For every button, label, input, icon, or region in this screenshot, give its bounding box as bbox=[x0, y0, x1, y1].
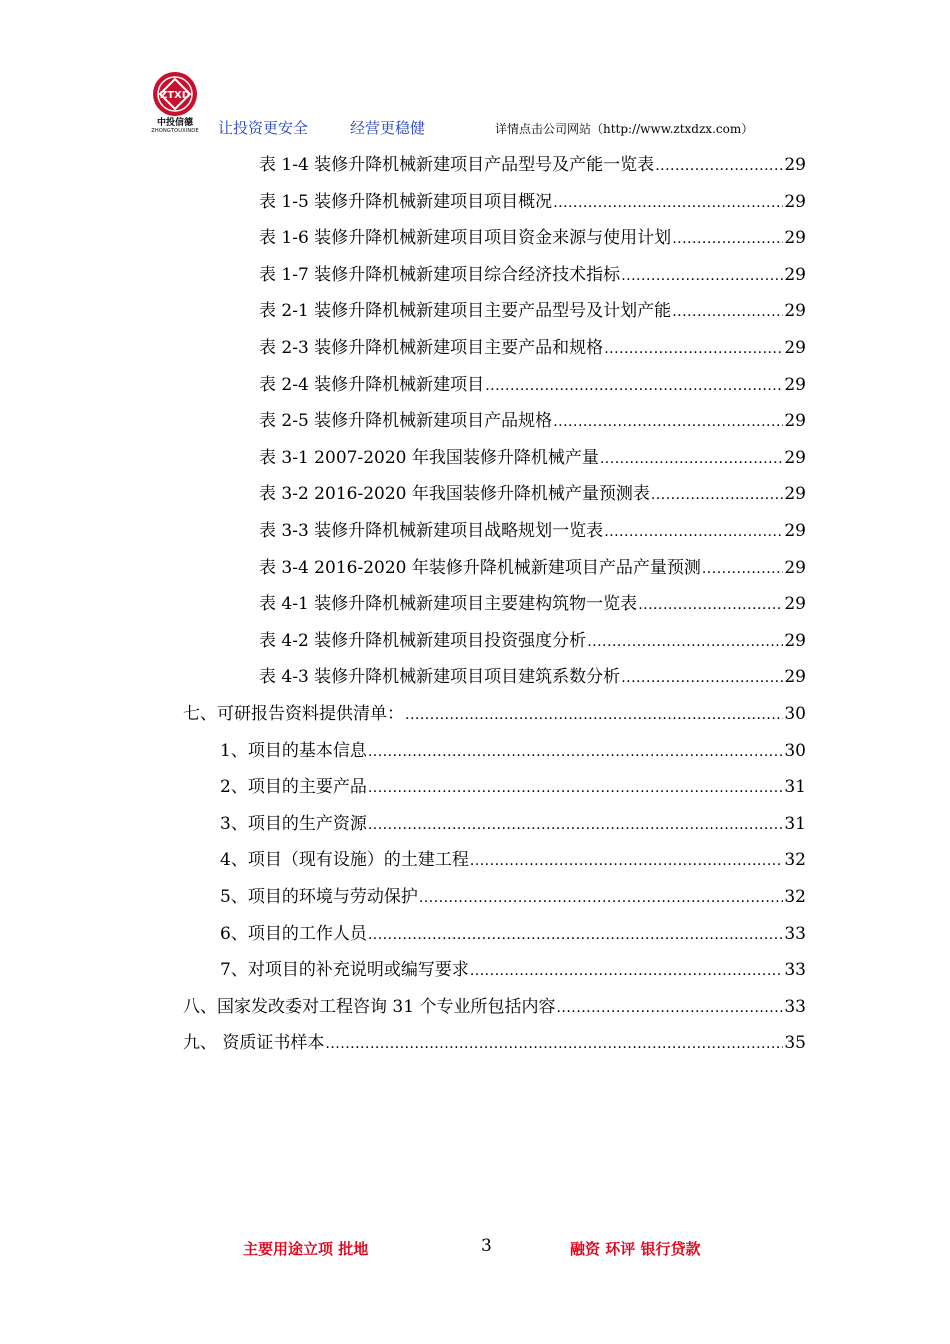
toc-entry[interactable] bbox=[183, 1028, 806, 1052]
toc-entry-label: 表 1-5 装修升降机械新建项目项目概况 bbox=[259, 191, 553, 212]
toc-entry-page: 29 bbox=[784, 411, 806, 432]
toc-leader-dots bbox=[470, 853, 784, 869]
toc-leader-dots bbox=[672, 231, 783, 247]
toc-entry-label: 表 1-4 装修升降机械新建项目产品型号及产能一览表 bbox=[259, 155, 655, 175]
toc-entry-label: 表 4-3 装修升降机械新建项目项目建筑系数分析 bbox=[259, 667, 621, 688]
toc-leader-dots bbox=[419, 890, 784, 906]
toc-leader-dots bbox=[470, 963, 784, 979]
toc-entry-page: 29 bbox=[784, 667, 806, 688]
footer-left-text: 主要用途立项 批地 bbox=[243, 1240, 369, 1258]
page-footer bbox=[0, 1236, 950, 1262]
toc-entry-page: 29 bbox=[784, 374, 806, 395]
toc-entry-label: 表 2-3 装修升降机械新建项目主要产品和规格 bbox=[259, 338, 604, 358]
toc-entry-page: 32 bbox=[784, 850, 806, 871]
toc-entry[interactable] bbox=[259, 187, 806, 211]
toc-entry-page: 29 bbox=[784, 301, 806, 322]
toc-leader-dots bbox=[368, 780, 784, 796]
toc-entry-label: 2、项目的主要产品 bbox=[220, 777, 367, 798]
toc-entry[interactable] bbox=[259, 296, 806, 320]
toc-entry-label: 九、 资质证书样本 bbox=[183, 1033, 325, 1054]
toc-leader-dots bbox=[325, 1036, 783, 1052]
toc-entry-label: 表 3-1 2007-2020 年我国装修升降机械产量 bbox=[259, 447, 599, 468]
toc-leader-dots bbox=[587, 634, 783, 650]
toc-leader-dots bbox=[553, 414, 783, 430]
toc-entry-label: 3、项目的生产资源 bbox=[220, 813, 367, 834]
toc-entry[interactable] bbox=[259, 626, 806, 650]
header-slogan-2: 经营更稳健 bbox=[350, 119, 426, 137]
toc-leader-dots bbox=[604, 341, 783, 357]
page-header bbox=[140, 70, 820, 140]
toc-entry-page: 29 bbox=[784, 264, 806, 285]
toc-entry[interactable] bbox=[220, 845, 806, 869]
toc-entry-label: 表 2-4 装修升降机械新建项目 bbox=[259, 374, 485, 395]
toc-entry[interactable] bbox=[259, 516, 806, 540]
toc-entry[interactable] bbox=[259, 406, 806, 430]
toc-entry-page: 33 bbox=[784, 996, 806, 1017]
toc-leader-dots bbox=[621, 268, 783, 284]
toc-leader-dots bbox=[405, 707, 783, 723]
logo-emblem-icon bbox=[140, 70, 210, 122]
toc-entry-label: 表 4-2 装修升降机械新建项目投资强度分析 bbox=[259, 630, 587, 651]
toc-entry-label: 表 2-5 装修升降机械新建项目产品规格 bbox=[259, 411, 553, 432]
toc-entry-label: 表 4-1 装修升降机械新建项目主要建构筑物一览表 bbox=[259, 594, 638, 615]
toc-entry-page: 33 bbox=[784, 960, 806, 981]
toc-entry-page: 29 bbox=[784, 484, 806, 505]
toc-leader-dots bbox=[368, 744, 784, 760]
toc-entry[interactable] bbox=[220, 955, 806, 979]
toc-entry[interactable] bbox=[183, 699, 806, 723]
toc-entry[interactable] bbox=[259, 662, 806, 686]
toc-entry[interactable] bbox=[220, 919, 806, 943]
toc-entry-page: 29 bbox=[784, 521, 806, 541]
toc-leader-dots bbox=[672, 304, 783, 320]
toc-entry[interactable] bbox=[259, 370, 806, 394]
toc-entry[interactable] bbox=[259, 333, 806, 357]
toc-entry-page: 29 bbox=[784, 447, 806, 468]
toc-leader-dots bbox=[702, 561, 784, 577]
toc-entry-label: 八、国家发改委对工程咨询 31 个专业所包括内容 bbox=[183, 996, 556, 1017]
toc-entry[interactable] bbox=[183, 992, 806, 1016]
toc-entry-label: 4、项目（现有设施）的土建工程 bbox=[220, 850, 469, 871]
toc-entry[interactable] bbox=[259, 553, 806, 577]
toc-entry-label: 表 3-3 装修升降机械新建项目战略规划一览表 bbox=[259, 521, 604, 541]
header-slogan-1: 让投资更安全 bbox=[218, 119, 309, 137]
toc-entry[interactable] bbox=[259, 443, 806, 467]
toc-entry[interactable] bbox=[259, 479, 806, 503]
toc-entry-page: 31 bbox=[784, 777, 806, 798]
toc-leader-dots bbox=[655, 158, 783, 174]
toc-entry-label: 表 3-2 2016-2020 年我国装修升降机械产量预测表 bbox=[259, 484, 650, 505]
toc-leader-dots bbox=[621, 670, 783, 686]
toc-entry-label: 1、项目的基本信息 bbox=[220, 740, 367, 761]
toc-entry[interactable] bbox=[259, 260, 806, 284]
logo-text: 中投信德 bbox=[156, 118, 193, 128]
logo-emblem-text: ZTXD bbox=[159, 90, 191, 101]
toc-entry-label: 7、对项目的补充说明或编写要求 bbox=[220, 960, 469, 981]
toc-entry-label: 6、项目的工作人员 bbox=[220, 923, 367, 944]
footer-right-text: 融资 环评 银行贷款 bbox=[570, 1240, 701, 1258]
toc-entry-page: 35 bbox=[784, 1033, 806, 1054]
toc-leader-dots bbox=[638, 597, 783, 613]
toc-entry[interactable] bbox=[220, 736, 806, 760]
toc-entry-page: 29 bbox=[784, 155, 806, 175]
toc-entry-page: 29 bbox=[784, 594, 806, 615]
toc-entry-page: 29 bbox=[784, 228, 806, 249]
toc-entry[interactable] bbox=[220, 772, 806, 796]
page-number: 3 bbox=[481, 1236, 492, 1256]
toc-entry-label: 表 1-7 装修升降机械新建项目综合经济技术指标 bbox=[259, 264, 621, 285]
toc-entry-page: 30 bbox=[784, 704, 806, 724]
toc-entry-page: 32 bbox=[784, 887, 806, 907]
toc-entry[interactable] bbox=[259, 223, 806, 247]
toc-leader-dots bbox=[600, 451, 784, 467]
toc-entry-label: 表 1-6 装修升降机械新建项目项目资金来源与使用计划 bbox=[259, 228, 672, 249]
toc-leader-dots bbox=[553, 195, 783, 211]
header-site-link[interactable]: 详情点击公司网站（http://www.ztxdzx.com） bbox=[495, 122, 754, 136]
toc-leader-dots bbox=[556, 1000, 783, 1016]
toc-entry-page: 29 bbox=[784, 557, 806, 578]
toc-leader-dots bbox=[651, 487, 784, 503]
toc-entry[interactable] bbox=[220, 809, 806, 833]
toc-entry-label: 5、项目的环境与劳动保护 bbox=[220, 887, 418, 907]
toc-entry[interactable] bbox=[259, 589, 806, 613]
toc-entry-label: 七、可研报告资料提供清单： bbox=[183, 704, 404, 724]
toc-entry-label: 表 2-1 装修升降机械新建项目主要产品型号及计划产能 bbox=[259, 301, 672, 322]
toc-entry-page: 30 bbox=[784, 740, 806, 761]
toc-leader-dots bbox=[485, 378, 783, 394]
toc-entry[interactable] bbox=[220, 882, 806, 906]
toc-leader-dots bbox=[368, 927, 784, 943]
toc-leader-dots bbox=[604, 524, 783, 540]
logo-subtext: ZHONGTOUXINDE bbox=[151, 128, 199, 134]
toc-entry-page: 31 bbox=[784, 813, 806, 834]
company-logo bbox=[140, 70, 210, 140]
toc-entry-page: 29 bbox=[784, 338, 806, 358]
toc-entry-page: 33 bbox=[784, 923, 806, 944]
toc-entry-page: 29 bbox=[784, 630, 806, 651]
toc-entry[interactable] bbox=[259, 150, 806, 174]
toc-entry-label: 表 3-4 2016-2020 年装修升降机械新建项目产品产量预测 bbox=[259, 557, 701, 578]
toc-entry-page: 29 bbox=[784, 191, 806, 212]
toc-leader-dots bbox=[368, 817, 784, 833]
